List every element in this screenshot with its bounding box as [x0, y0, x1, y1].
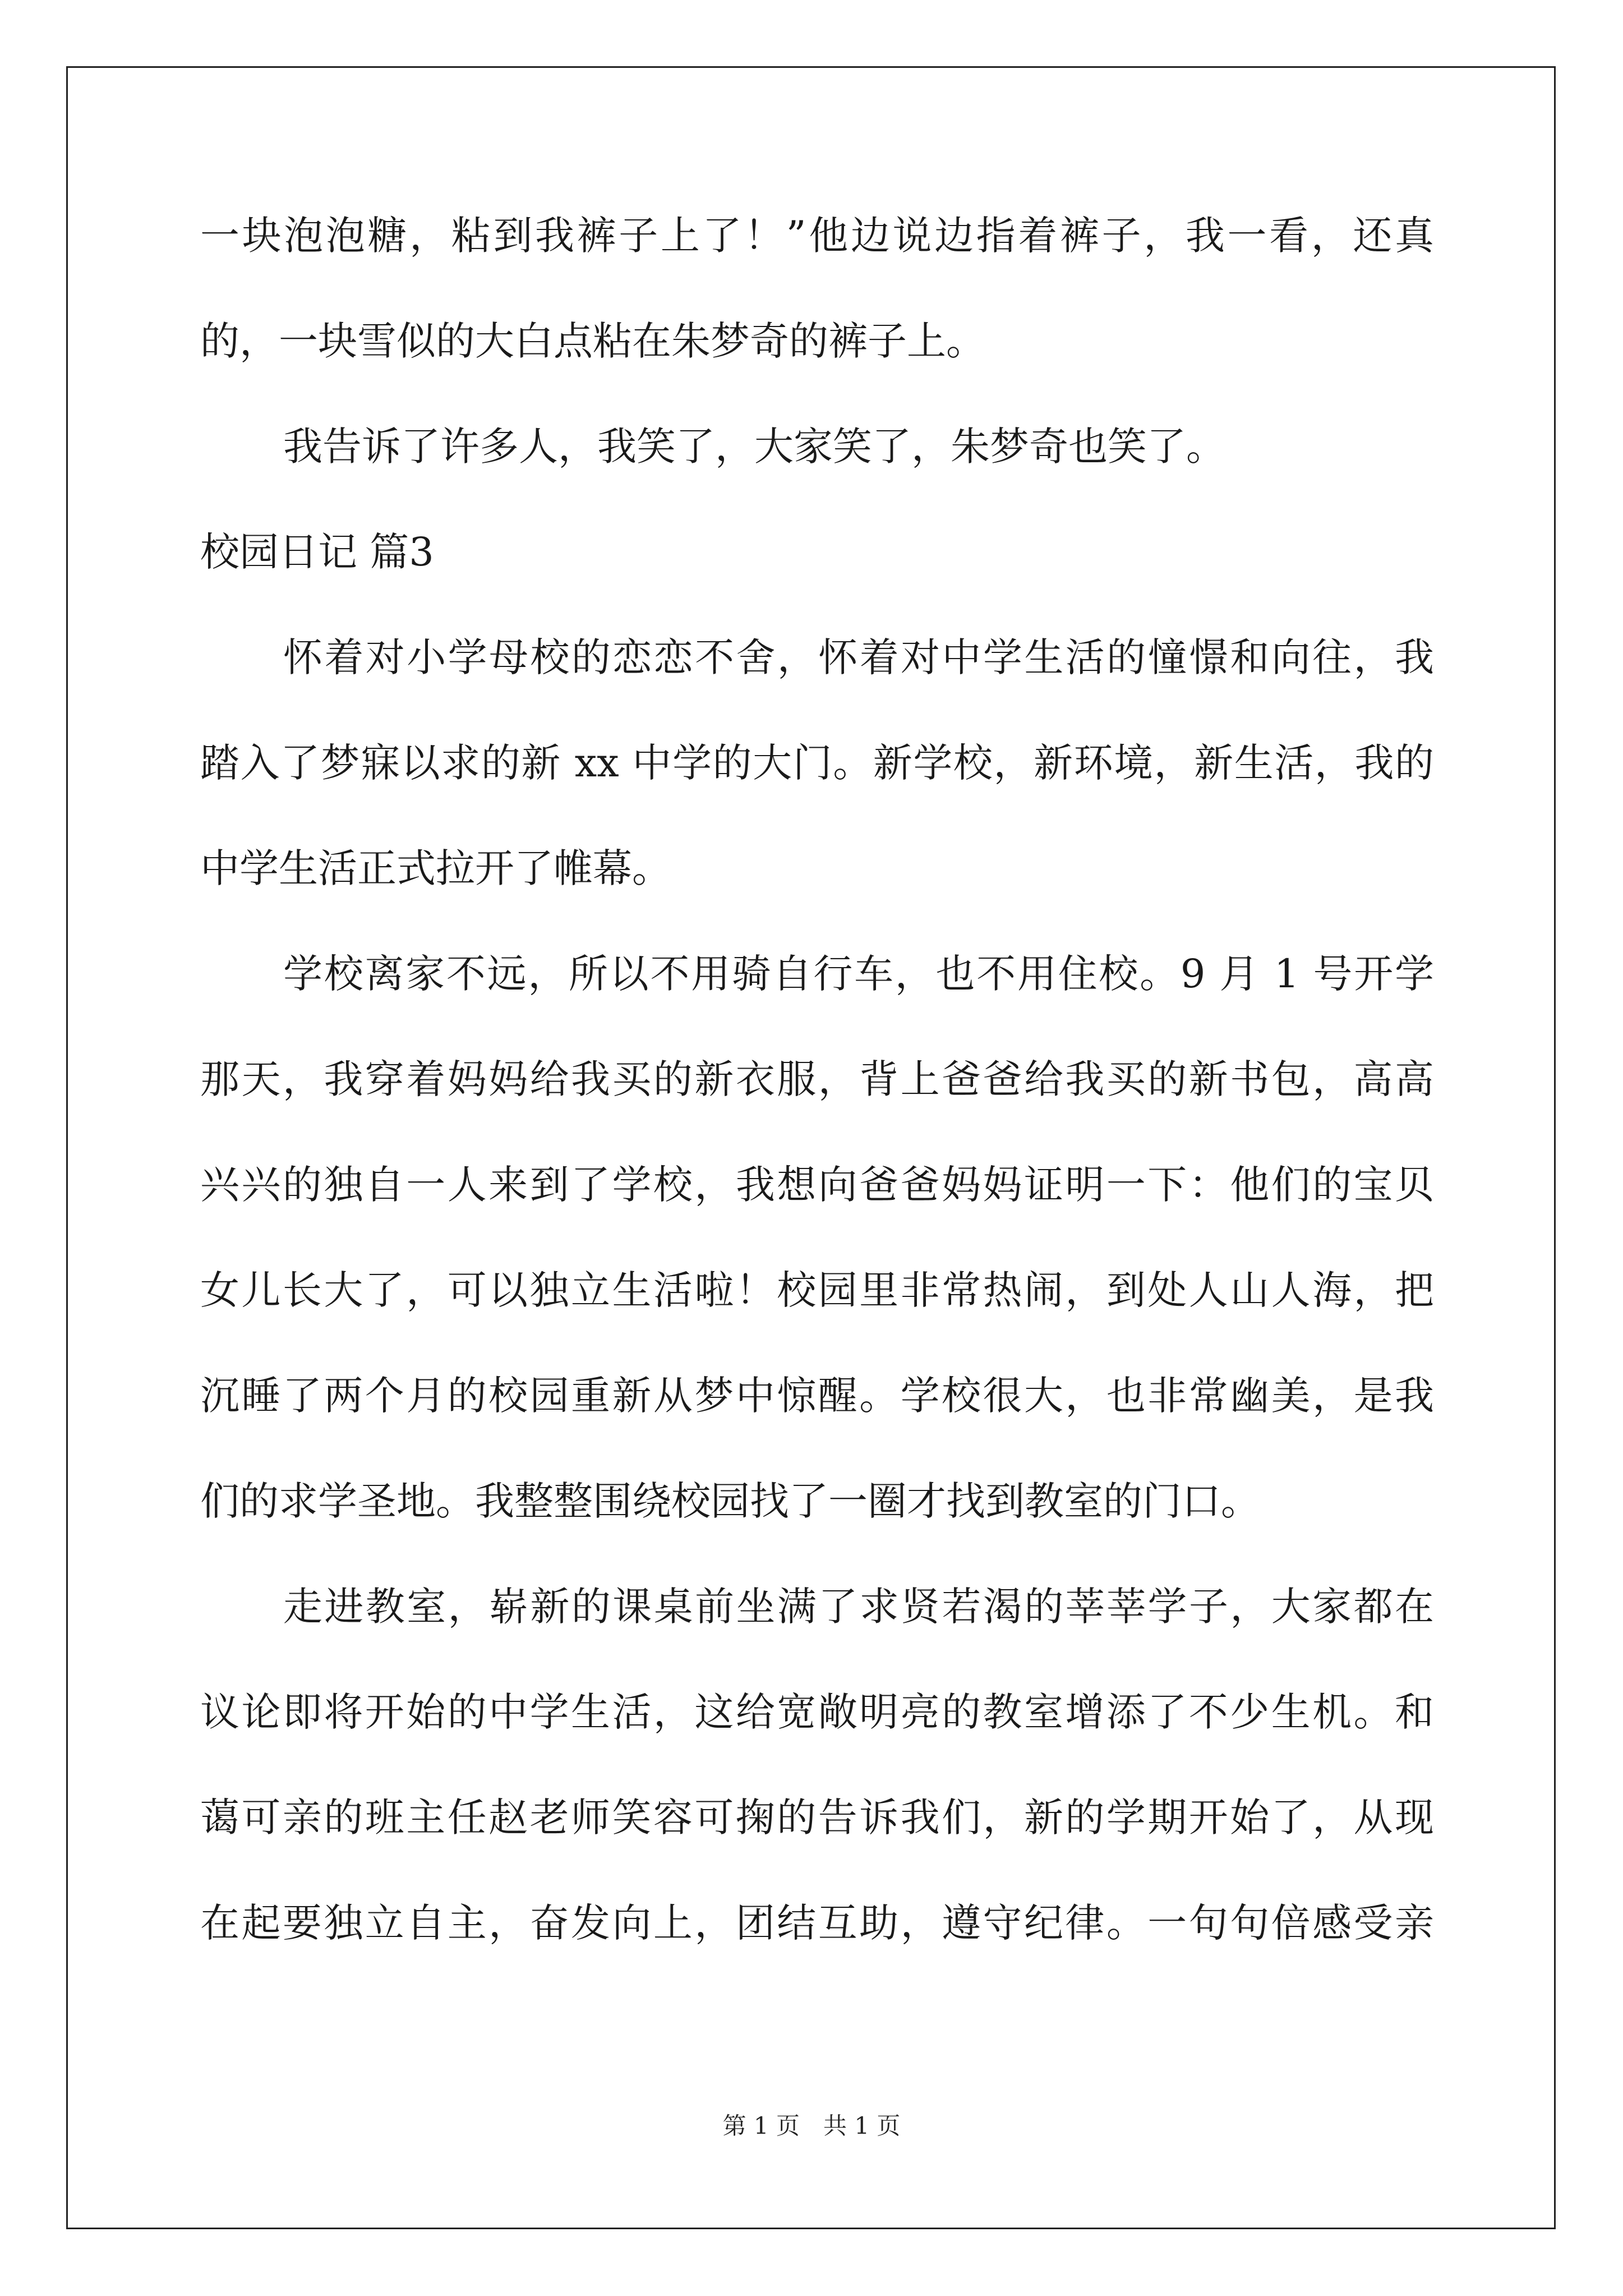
paragraph-line: 怀着对小学母校的恋恋不舍，怀着对中学生活的憧憬和向往，我 [283, 634, 1434, 680]
paragraph-line: 们的求学圣地。我整整围绕校园找了一圈才找到教室的门口。 [200, 1478, 1260, 1524]
paragraph-line: 中学生活正式拉开了帷幕。 [200, 845, 671, 891]
paragraph-line: 学校离家不远，所以不用骑自行车，也不用住校。9 月 1 号开学 [283, 951, 1434, 997]
paragraph-line: 那天，我穿着妈妈给我买的新衣服，背上爸爸给我买的新书包，高高 [200, 1056, 1434, 1102]
paragraph-line: 的，一块雪似的大白点粘在朱梦奇的裤子上。 [200, 318, 985, 364]
paragraph-line: 我告诉了许多人，我笑了，大家笑了，朱梦奇也笑了。 [283, 424, 1225, 470]
paragraph-line: 议论即将开始的中学生活，这给宽敞明亮的教室增添了不少生机。和 [200, 1689, 1434, 1735]
paragraph-line: 沉睡了两个月的校园重新从梦中惊醒。学校很大，也非常幽美，是我 [200, 1373, 1434, 1419]
paragraph-line: 踏入了梦寐以求的新 xx 中学的大门。新学校，新环境，新生活，我的 [200, 740, 1434, 786]
paragraph-line: 在起要独立自主，奋发向上，团结互助，遵守纪律。一句句倍感受亲 [200, 1900, 1434, 1946]
paragraph-line: 蔼可亲的班主任赵老师笑容可掬的告诉我们，新的学期开始了，从现 [200, 1795, 1434, 1841]
paragraph-line: 走进教室，崭新的课桌前坐满了求贤若渴的莘莘学子，大家都在 [283, 1584, 1434, 1630]
paragraph-line: 兴兴的独自一人来到了学校，我想向爸爸妈妈证明一下：他们的宝贝 [200, 1162, 1434, 1208]
paragraph-line: 一块泡泡糖，粘到我裤子上了！”他边说边指着裤子，我一看，还真 [200, 213, 1434, 259]
section-heading: 校园日记 篇3 [200, 529, 434, 575]
page-footer: 第 1 页 共 1 页 [722, 2112, 901, 2139]
paragraph-line: 女儿长大了，可以独立生活啦！校园里非常热闹，到处人山人海，把 [200, 1267, 1434, 1313]
